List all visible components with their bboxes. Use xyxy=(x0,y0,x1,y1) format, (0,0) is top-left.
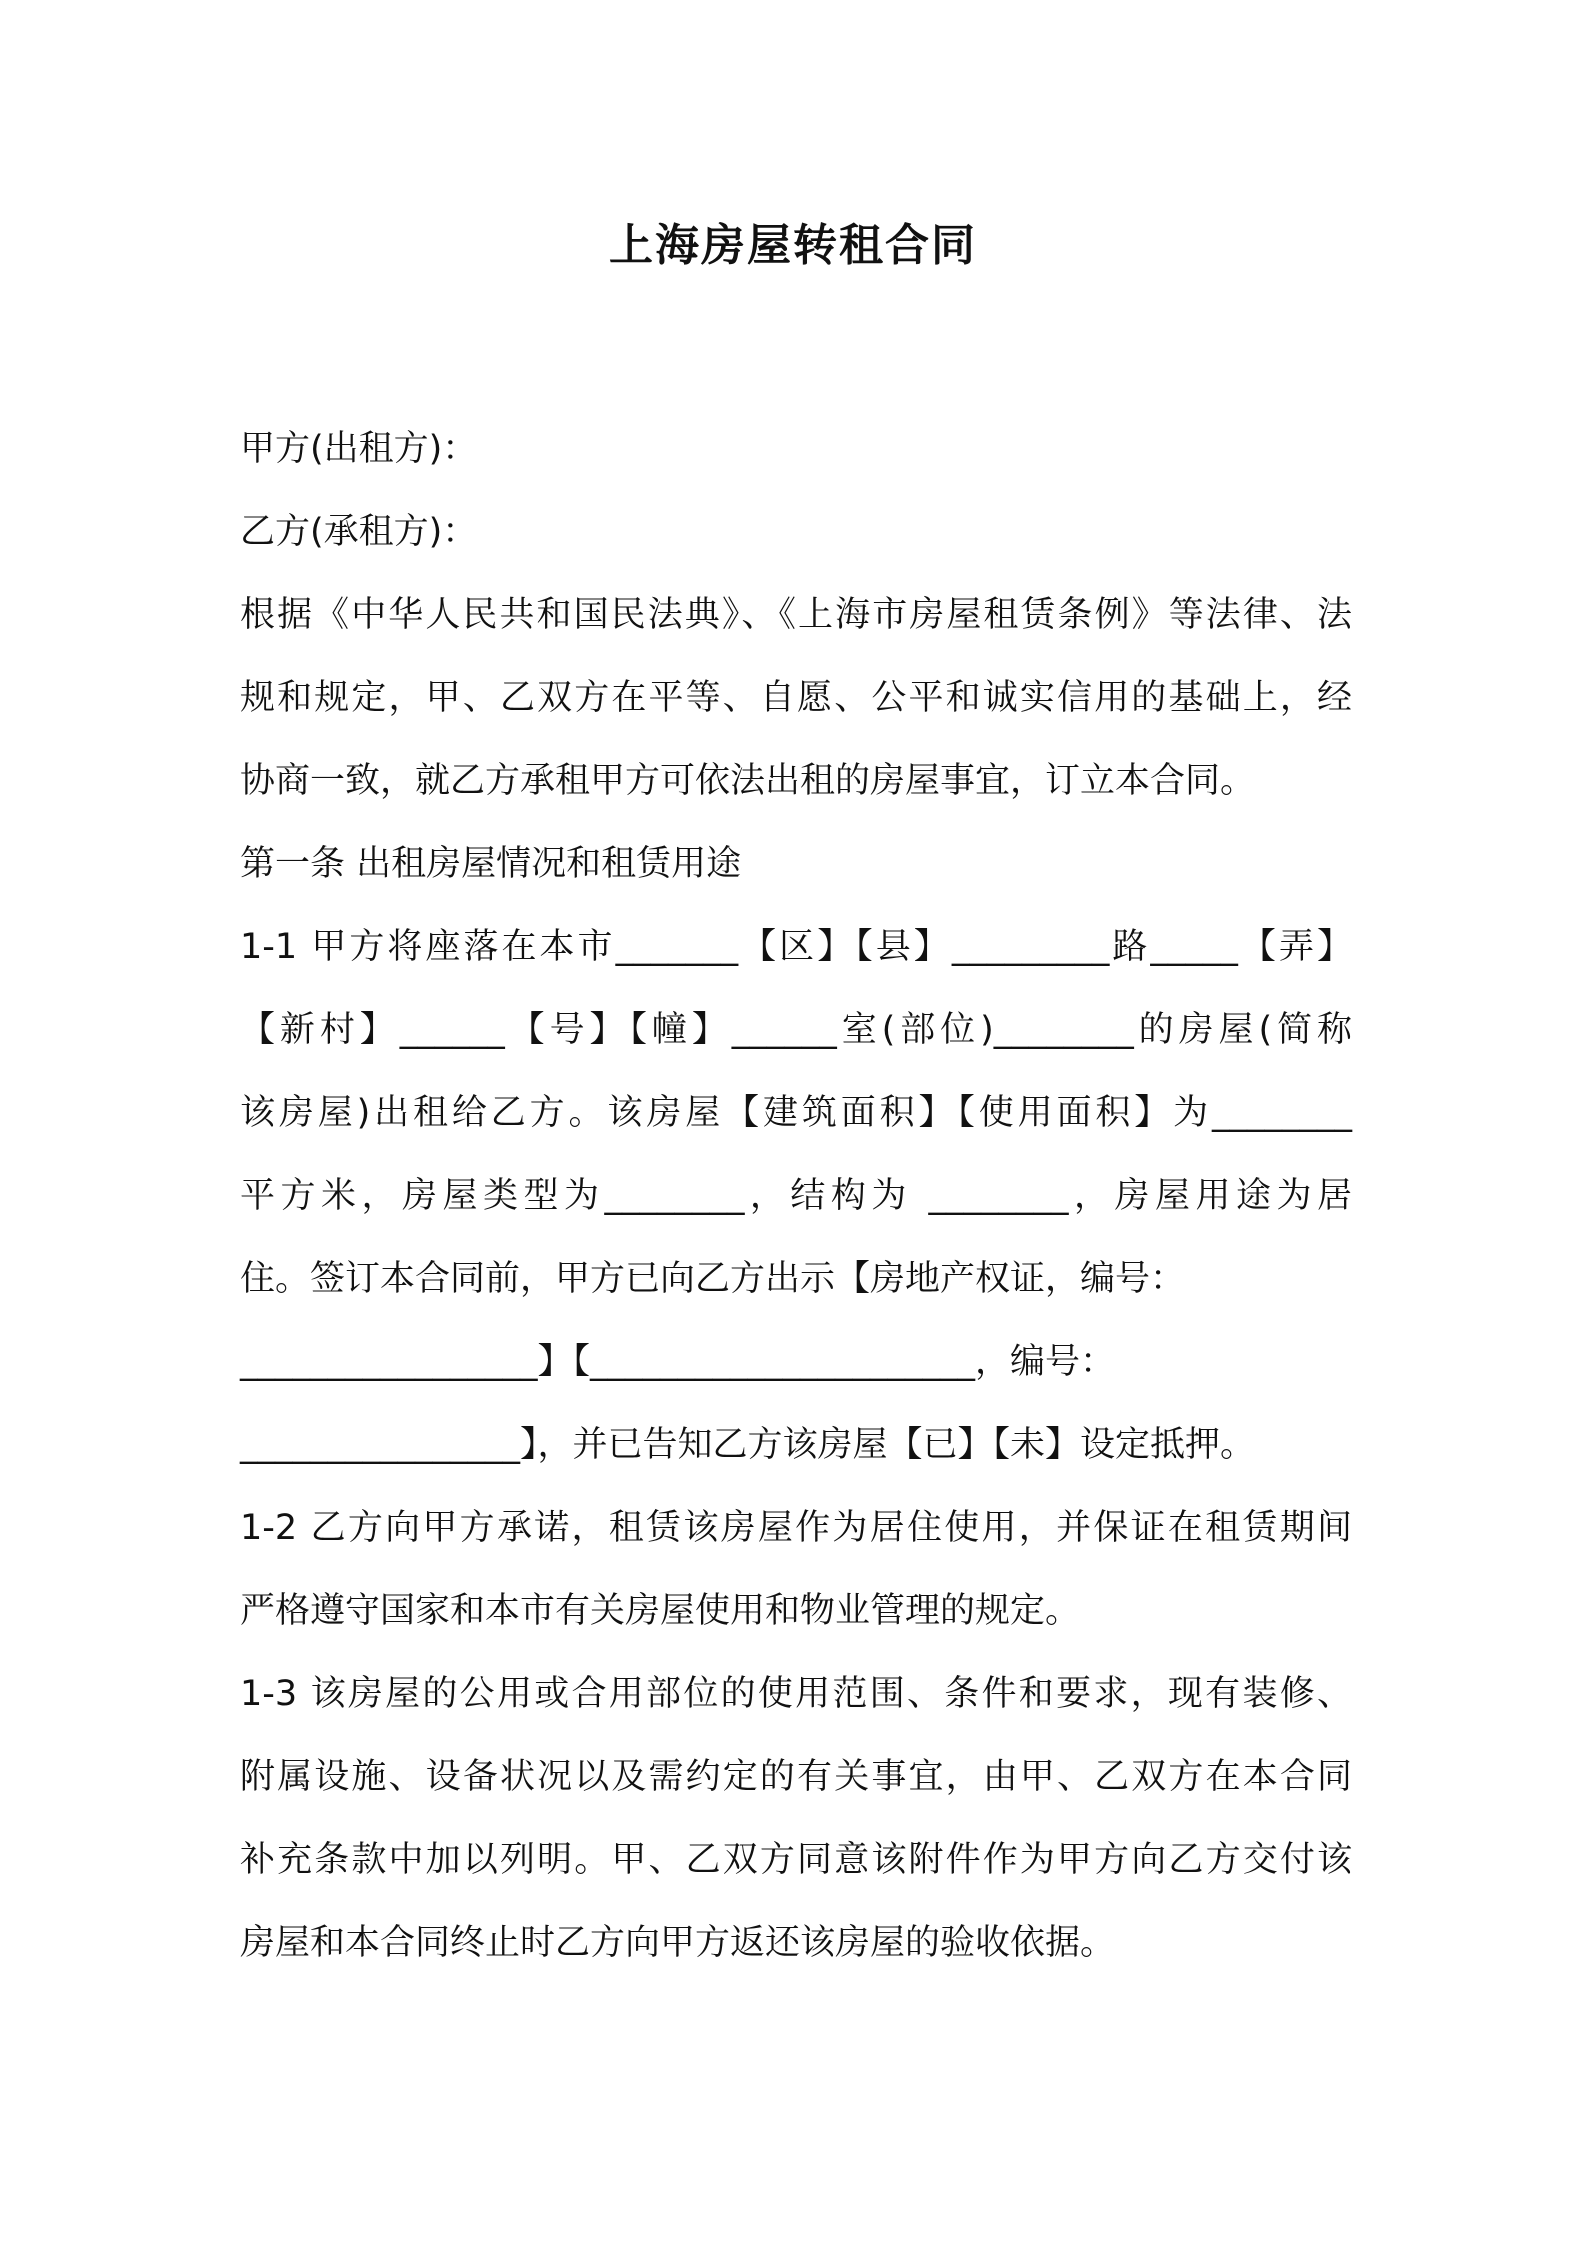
clause-1-3-line-3: 补充条款中加以列明。甲、乙双方同意该附件作为甲方向乙方交付该 xyxy=(240,1840,1352,1880)
preamble-line-2: 规和规定，甲、乙双方在平等、自愿、公平和诚实信用的基础上，经 xyxy=(240,678,1352,718)
clause-1-1-line-3: 该房屋)出租给乙方。该房屋【建筑面积】【使用面积】为________ xyxy=(240,1093,1352,1133)
clause-1-3-line-2: 附属设施、设备状况以及需约定的有关事宜，由甲、乙双方在本合同 xyxy=(240,1757,1352,1797)
clause-1-1-line-6: _________________】【______________________，编号： xyxy=(240,1342,1116,1382)
document-body xyxy=(240,408,1352,1985)
document-title: 上海房屋转租合同 xyxy=(609,220,977,271)
preamble-line-3: 协商一致，就乙方承租甲方可依法出租的房屋事宜，订立本合同。 xyxy=(240,761,1256,801)
clause-1-1-line-2: 【新村】______【号】【幢】______室(部位)________的房屋(简称 xyxy=(240,1010,1352,1050)
preamble-line-1: 根据《中华人民共和国民法典》、《上海市房屋租赁条例》等法律、法 xyxy=(240,595,1352,635)
clause-1-3-line-1: 1-3 该房屋的公用或合用部位的使用范围、条件和要求，现有装修、 xyxy=(240,1674,1352,1714)
clause-1-2-line-1: 1-2 乙方向甲方承诺，租赁该房屋作为居住使用，并保证在租赁期间 xyxy=(240,1508,1352,1548)
party-b-line: 乙方(承租方)： xyxy=(240,512,478,552)
article-1-heading: 第一条 出租房屋情况和租赁用途 xyxy=(240,844,742,884)
clause-1-1-line-7: ________________】，并已告知乙方该房屋【已】【未】设定抵押。 xyxy=(240,1425,1256,1465)
clause-1-1-line-4: 平方米，房屋类型为________，结构为 ________，房屋用途为居 xyxy=(240,1176,1352,1216)
clause-1-1-line-5: 住。签订本合同前，甲方已向乙方出示【房地产权证，编号： xyxy=(240,1259,1186,1299)
party-a-line: 甲方(出租方)： xyxy=(240,429,478,469)
clause-1-2-line-2: 严格遵守国家和本市有关房屋使用和物业管理的规定。 xyxy=(240,1591,1081,1631)
clause-1-1-line-1: 1-1 甲方将座落在本市_______【区】【县】_________路_____【弄】 xyxy=(240,927,1352,967)
clause-1-3-line-4: 房屋和本合同终止时乙方向甲方返还该房屋的验收依据。 xyxy=(240,1923,1116,1963)
